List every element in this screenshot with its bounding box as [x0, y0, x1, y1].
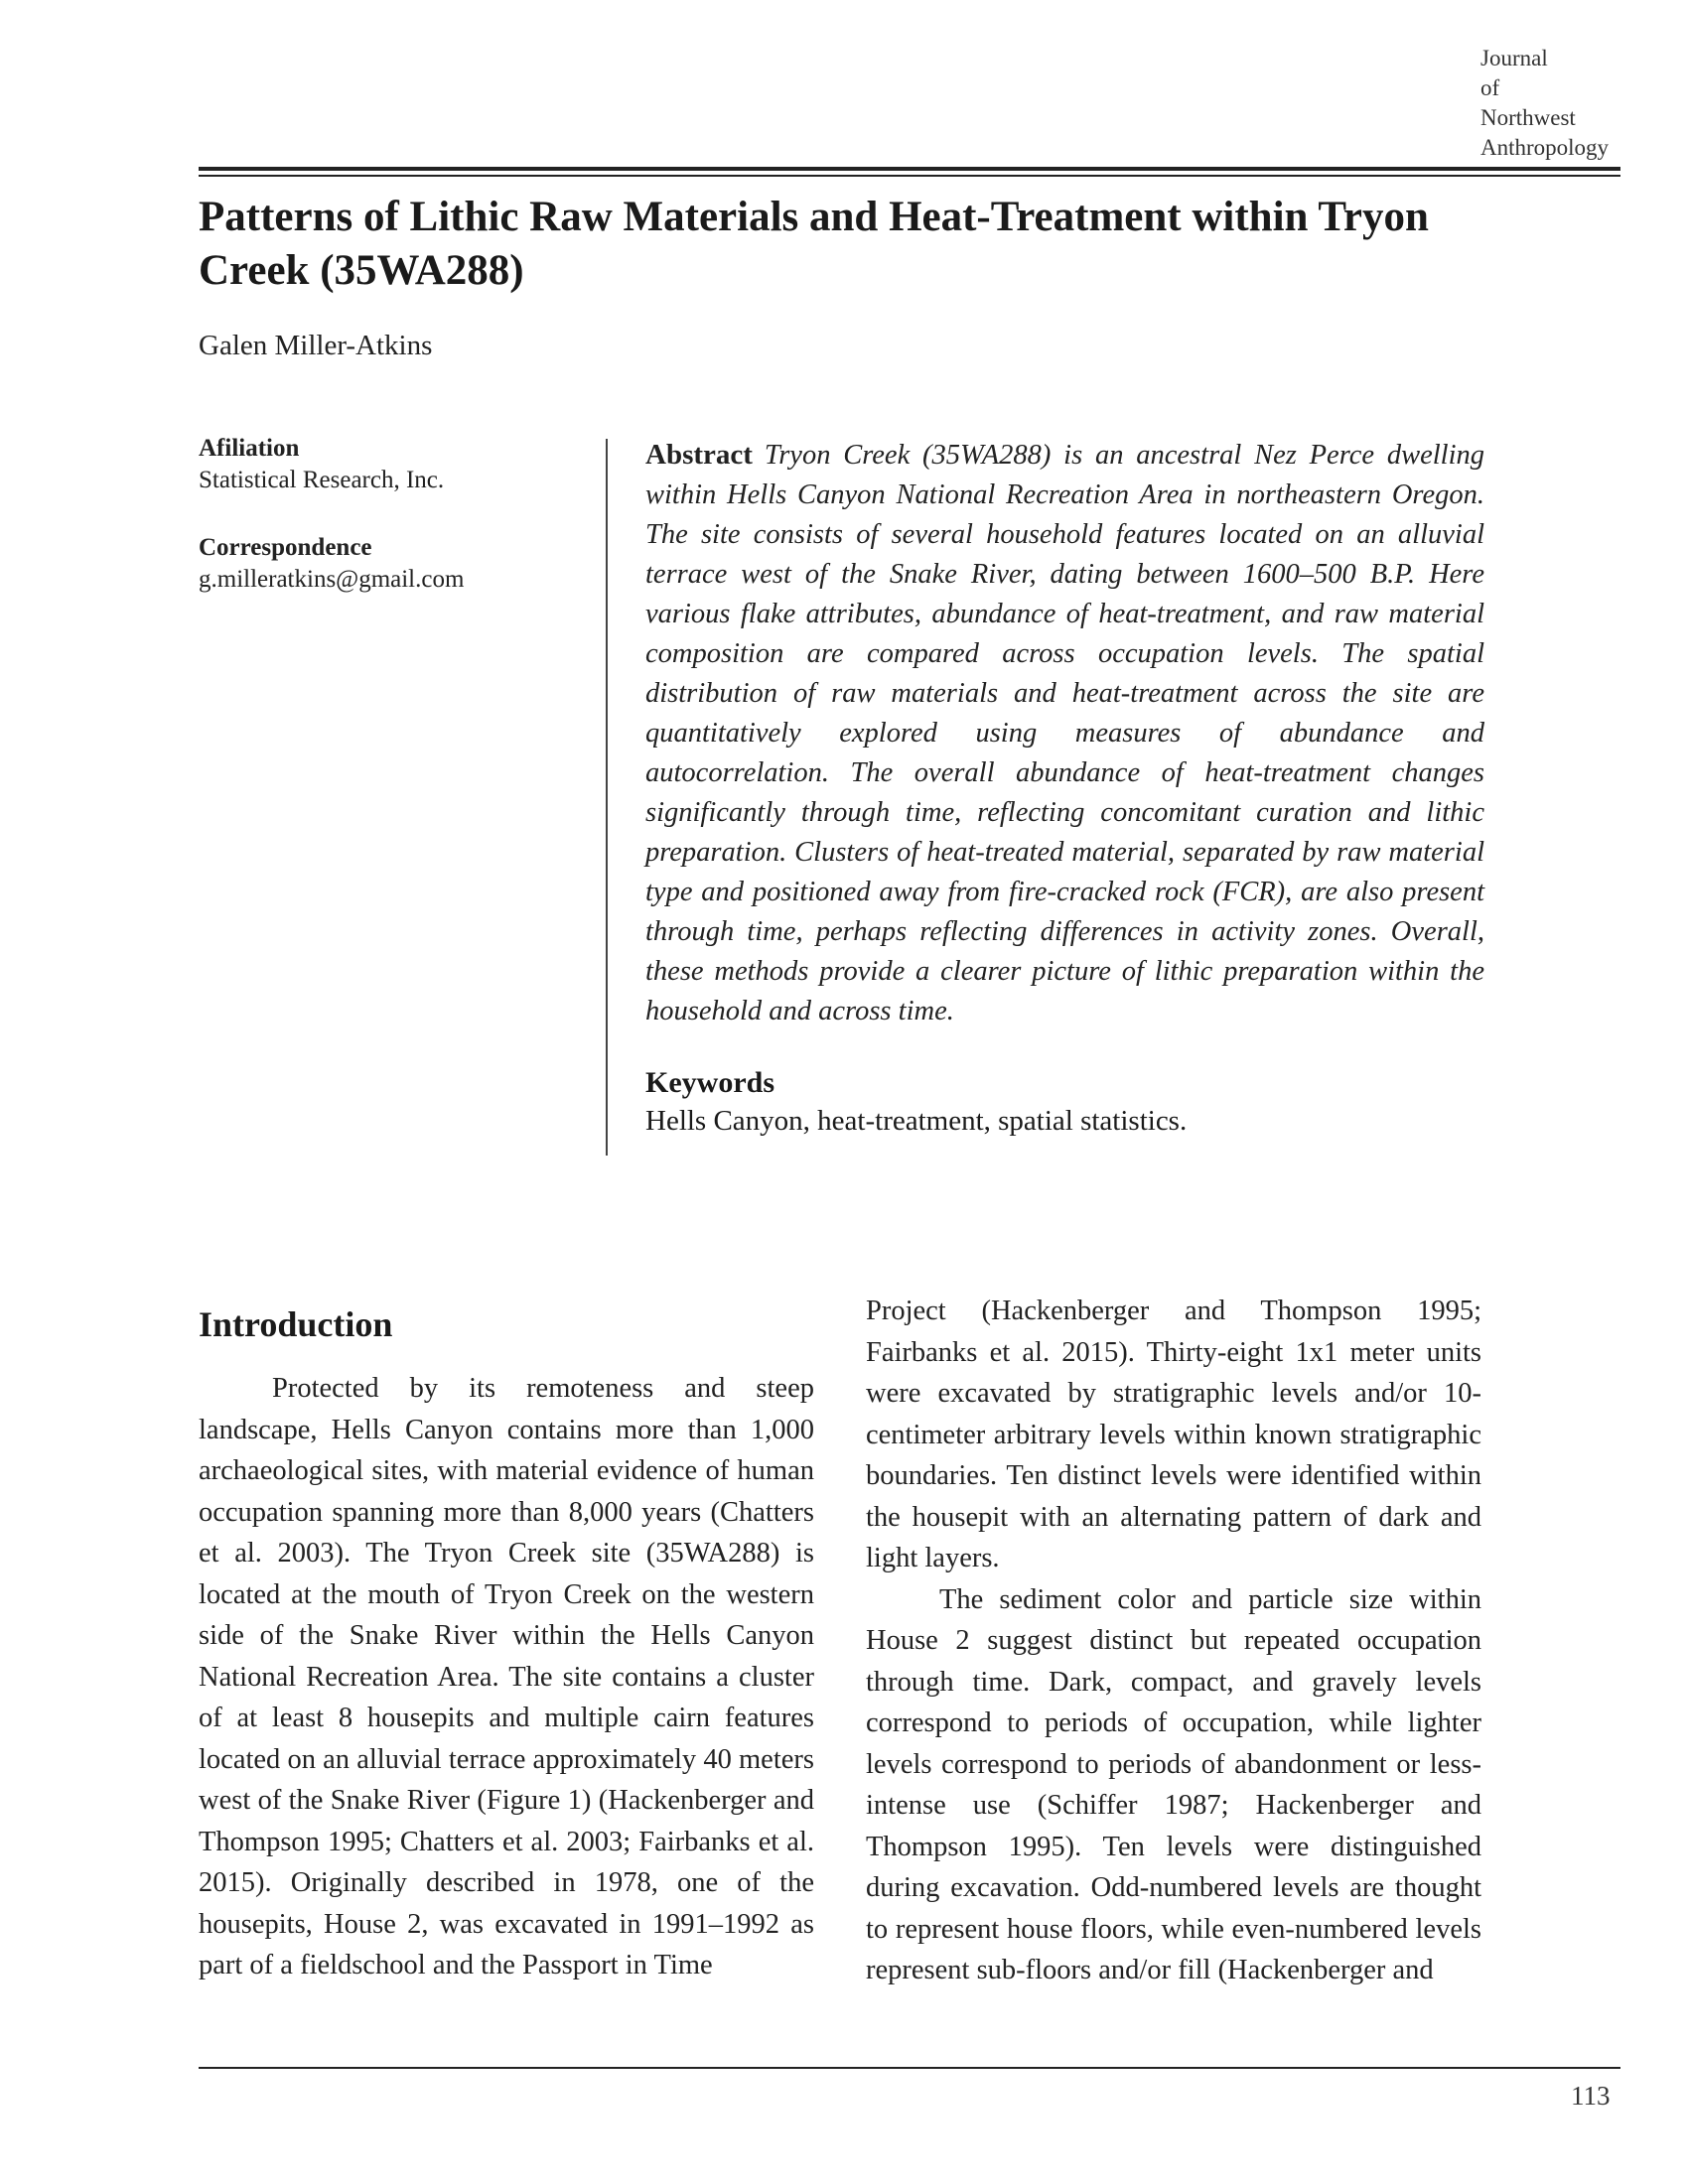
journal-name-line: Journal	[1480, 46, 1548, 70]
correspondence-label: Correspondence	[199, 534, 372, 561]
body-column-right	[866, 1291, 1481, 1991]
abstract-text: Tryon Creek (35WA288) is an ancestral Nez Perce dwelling within Hells Canyon National Recreation Area in northeastern Oregon. The site consists of several household features located on an alluvial terrace west of the Snake River, dating between 1600–500 B.P. Here various flake attributes, abundance of heat-treatment, and raw material composition are compared across occupation levels. The spatial distribution of raw materials and heat-treatment across the site are quantitatively explored using measures of abundance and autocorrelation. The overall abundance of heat-treatment changes significantly through time, reflecting concomitant curation and lithic preparation. Clusters of heat-treated material, separated by raw material type and positioned away from fire-cracked rock (FCR), are also present through time, perhaps reflecting differences in activity zones. Overall, these methods provide a clearer picture of lithic preparation within the household and across time.	[645, 440, 1484, 1026]
author-name: Galen Miller-Atkins	[199, 330, 433, 361]
page-number: 113	[1571, 2081, 1611, 2111]
article-title: Patterns of Lithic Raw Materials and Heat-Treatment within Tryon Creek (35WA288)	[199, 194, 1429, 294]
paragraph: Protected by its remoteness and steep landscape, Hells Canyon contains more than 1,000 archaeological sites, with material evidence of human occupation spanning more than 8,000 years (Chatters et al. 2003). The Tryon Creek site (35WA288) is located at the mouth of Tryon Creek on the western side of the Snake River within the Hells Canyon National Recreation Area. The site contains a cluster of at least 8 housepits and multiple cairn features located on an alluvial terrace approximately 40 meters west of the Snake River (Figure 1) (Hackenberger and Thompson 1995; Chatters et al. 2003; Fairbanks et al. 2015). Originally described in 1978, one of the housepits, House 2, was excavated in 1991–1992 as part of a fieldschool and the Passport in Time	[199, 1373, 814, 1980]
abstract-divider	[606, 439, 608, 1156]
paragraph: Project (Hackenberger and Thompson 1995; Fairbanks et al. 2015). Thirty-eight 1x1 meter units were excavated by stratigraphic levels and/or 10-centimeter arbitrary levels within known stratigraphic boundaries. Ten distinct levels were identified within the housepit with an alternating pattern of dark and light layers.	[866, 1296, 1481, 1573]
affiliation-value: Statistical Research, Inc.	[199, 467, 445, 493]
journal-name-line: of	[1480, 75, 1500, 100]
body-column-left	[199, 1368, 814, 1986]
paragraph: The sediment color and particle size within House 2 suggest distinct but repeated occupation through time. Dark, compact, and gravely levels correspond to periods of occupation, while lighter levels correspond to periods of abandonment or less-intense use (Schiffer 1987; Hackenberger and Thompson 1995). Ten levels were distinguished during excavation. Odd-numbered levels are thought to represent house floors, while even-numbered levels represent sub-floors and/or fill (Hackenberger and	[866, 1583, 1481, 1985]
journal-name-line: Anthropology	[1480, 135, 1610, 160]
keywords-text: Hells Canyon, heat-treatment, spatial statistics.	[645, 1105, 1188, 1137]
header-rule-thick	[199, 167, 1620, 171]
correspondence-block	[199, 532, 576, 596]
correspondence-email[interactable]: g.milleratkins@gmail.com	[199, 566, 465, 593]
header-rule-thin	[199, 175, 1620, 177]
affiliation-label: Afiliation	[199, 435, 300, 462]
keywords-label: Keywords	[645, 1066, 774, 1099]
abstract-label: Abstract	[645, 439, 753, 471]
journal-name	[1480, 44, 1679, 163]
footer-rule	[199, 2067, 1620, 2069]
abstract	[645, 435, 1484, 1031]
section-heading-introduction: Introduction	[199, 1304, 393, 1344]
affiliation-block	[199, 433, 576, 496]
journal-name-line: Northwest	[1480, 105, 1576, 130]
